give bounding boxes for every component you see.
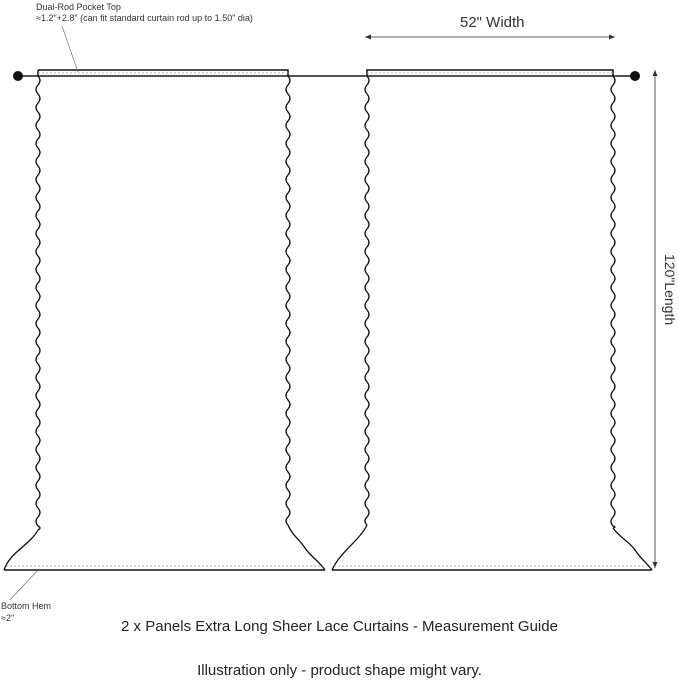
- panel-left-bottom-flare-left: [4, 530, 38, 570]
- length-label: 120"Length: [662, 254, 678, 326]
- panel-right-inner-edge: [365, 76, 369, 525]
- panel-left-bottom-flare-right: [288, 525, 325, 570]
- rod-pocket-leader: [62, 26, 78, 72]
- bottom-hem-leader: [10, 570, 38, 600]
- width-label: 52" Width: [460, 14, 525, 31]
- rod-finial-right: [630, 71, 640, 81]
- bottom-hem-title: Bottom Hem: [1, 601, 52, 611]
- rod-pocket-detail: ≈1.2"+2.8" (can fit standard curtain rod up to 1.50" dia): [36, 13, 253, 23]
- panel-right-bottom-flare-right: [613, 528, 652, 570]
- panel-right-outer-edge: [611, 76, 615, 528]
- bottom-hem-detail: ≈2": [1, 613, 15, 623]
- note-caption: Illustration only - product shape might vary.: [197, 662, 482, 679]
- curtain-panel-right: [332, 70, 652, 570]
- rod-pocket-title: Dual-Rod Pocket Top: [36, 2, 121, 12]
- panel-left-inner-edge: [286, 76, 290, 525]
- length-dimension: [653, 70, 658, 568]
- main-caption: 2 x Panels Extra Long Sheer Lace Curtains - Measurement Guide: [121, 618, 558, 635]
- width-dimension: [365, 35, 615, 40]
- panel-left-outer-edge: [36, 76, 40, 530]
- rod-finial-left: [13, 71, 23, 81]
- panel-right-bottom-flare-left: [332, 525, 367, 570]
- curtain-panel-left: [4, 70, 325, 570]
